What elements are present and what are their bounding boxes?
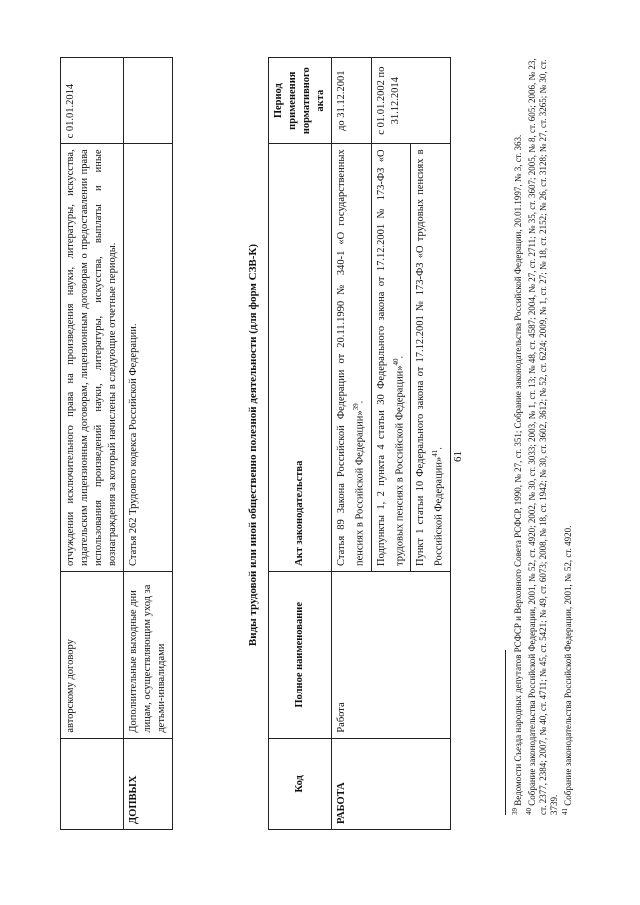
footnotes <box>510 55 574 815</box>
header-name: Полное наименование <box>269 572 332 739</box>
footnote-divider <box>505 650 506 815</box>
continuation-table <box>60 57 173 830</box>
header-code: Код <box>269 738 332 829</box>
code-cell: РАБОТА <box>332 738 451 829</box>
name-cell: Работа <box>332 572 451 739</box>
act-cell: Подпункты 1, 2 пункта 4 статьи 30 Федерального закона от 17.12.2001 № 173-ФЗ «О трудовых пенсиях в Российской Федерации»$^{40}$. <box>371 144 411 572</box>
act-cell: отчуждении исключительного права на произведения науки, литературы, искусства, издательским лицензионным договорам, лицензионным договорам о предоставлении права использования произведений науки, литературы, искусства, выплаты и иные вознаграждения за который начислены в следующие отчетные периоды. <box>61 144 124 572</box>
header-period: Период применения нормативного акта <box>269 58 332 144</box>
page-number: 61 <box>452 451 464 462</box>
footnote: $^{41}$ Собрание законодательства Российской Федерации, 2001, № 52, ст. 4920. <box>561 525 573 815</box>
name-cell: Дополнительные выходные дни лицам, осуществляющим уход за детьми-инвалидами <box>124 572 173 739</box>
activity-types-table <box>268 57 451 830</box>
act-cell: Статья 89 Закона Российской Федерации от 20.11.1990 № 340-1 «О государственных пенсиях в Российской Федерации»$^{39}$. <box>332 144 372 572</box>
table-row <box>61 58 124 830</box>
footnote-ref: 39 <box>352 403 360 411</box>
period-cell: с 01.01.2014 <box>61 58 124 144</box>
act-cell: Статья 262 Трудового кодекса Российской Федерации. <box>124 144 173 572</box>
code-cell <box>61 738 124 829</box>
table-row <box>332 58 372 830</box>
period-cell: с 01.01.2002 по 31.12.2014 <box>371 58 450 144</box>
act-cell: Пункт 1 статьи 10 Федерального закона от 17.12.2001 № 173-ФЗ «О трудовых пенсиях в Российской Федерации»$^{41}$. <box>411 144 451 572</box>
section-title: Виды трудовой или иной общественно полезной деятельности (для форм СЗВ-К) <box>247 243 259 647</box>
period-cell <box>124 58 173 144</box>
name-cell: авторскому договору <box>61 572 124 739</box>
footnote-ref: 40 <box>391 358 400 366</box>
period-cell: до 31.12.2001 <box>332 58 372 144</box>
footnote-ref: 41 <box>431 449 439 457</box>
footnote: $^{40}$ Собрание законодательства Российской Федерации, 2001, № 52, ст. 4920; 2002, № 30, ст. 3033; 2003, № 1, ст. 13; № 48, ст. 4587; 2004, № 27, ст. 2711; № 35, ст. 3607; 2005, № 8, ст. 605; 2006, № 23, ст. 2377, 2384; 2007, № 40, ст. 4711; № 45, ст. 5421; № 49, ст. 6073; 2008, № 18, ст. 1942; № 30, ст. 3602, 3612; № 52, ст. 6224; 2009, № 1, ст. 27; № 18, ст. 2152; № 26, ст. 3128; № 27, ст. 3265; № 30, ст. 3739. <box>525 58 559 815</box>
code-cell: ДОПВЫХ <box>124 738 173 829</box>
header-act: Акт законодательства <box>269 144 332 572</box>
table-row <box>124 58 173 830</box>
table-header-row <box>269 58 332 830</box>
footnote: $^{39}$ Ведомости Съезда народных депутатов РСФСР и Верховного Совета РСФСР, 1990, № 27, ст. 351; Собрание законодательства Российской Федерации, 20.01.1997, № 3, ст. 363. <box>511 134 523 815</box>
